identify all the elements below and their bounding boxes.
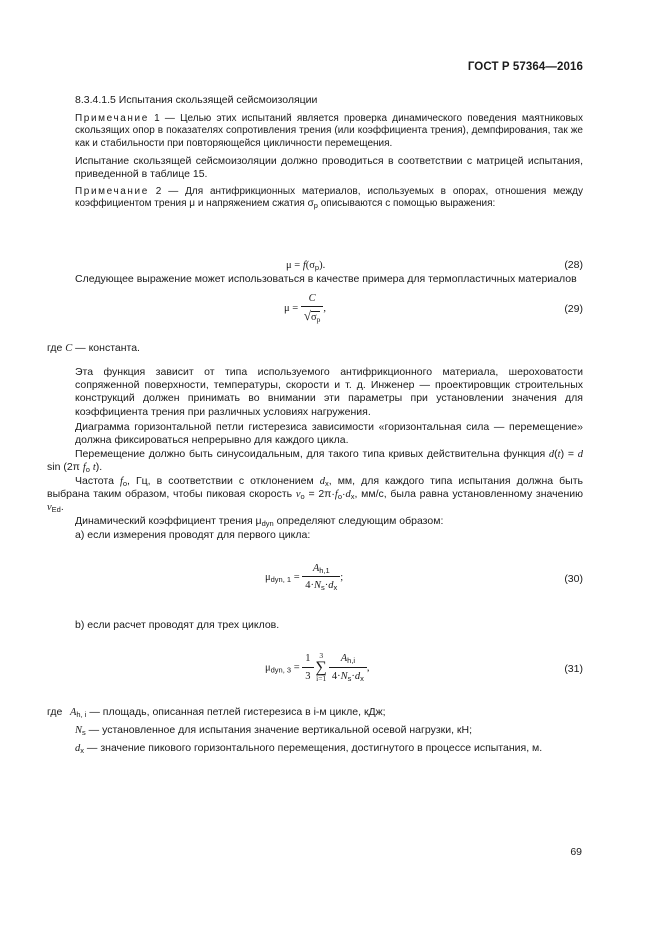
- formula-30: $\mu_{dyn, 1}$ = $\frac{A_{h,1}}{4\cdot N_s\cdot d_x}$ ;: [265, 563, 344, 593]
- section-title: 8.3.4.1.5 Испытания скользящей сейсмоизоляции: [75, 94, 318, 106]
- note-label: Примечание: [75, 186, 149, 197]
- note-label: Примечание: [75, 113, 149, 124]
- fraction: $\frac{C}{√\sigma_p}$: [301, 292, 324, 324]
- formula-29: μ = $\frac{C}{√\sigma_p}$ ,: [284, 293, 326, 325]
- where-row-displacement: $d_x$ — значение пикового горизонтального перемещения, достигнутого в процессе испытания, м.: [75, 742, 543, 755]
- where-constant: где C — константа.: [47, 342, 140, 354]
- paragraph-matrix: Испытание скользящей сейсмоизоляции должно проводиться в соответствии с матрицей испытания, приведенной в таблице 15.: [75, 155, 583, 181]
- formula-31: $\mu_{dyn, 3}$ = $\frac{1}{3}$ 3 ∑ i=1 $\frac{A_{h,i}}{4\cdot N_s\cdot d_x}$ ,: [265, 651, 370, 683]
- where-prefix: где: [47, 706, 63, 718]
- equation-number-30: (30): [564, 573, 583, 585]
- paragraph-example: Следующее выражение может использоваться в качестве примера для термопластичных материалов: [75, 273, 577, 285]
- note-text: 1 — Целью этих испытаний является проверка динамического поведения маятниковых скользящих опор в показателях сопротивления трения (или коэффициента трения), демпфирования, так же как и стабильности при повторяющейся цикличности перемещения.: [75, 113, 583, 149]
- paragraph-diagram: Диаграмма горизонтальной петли гистерезиса зависимости «горизонтальная сила — перемещение» должна фиксироваться непрерывно для каждого цикла.: [75, 421, 583, 447]
- paragraph-frequency: Частота $f_o$, Гц, в соответствии с отклонением $d_x$, мм, для каждого типа испытания должна быть выбрана таким образом, чтобы пиковая скорость $v_o = 2\pi\cdot f_o\cdot d_x$, мм/с, была равна установленному значению $v_{Ed}$.: [47, 475, 584, 515]
- equation-number-29: (29): [564, 303, 583, 315]
- note-2: Примечание 2 — Для антифрикционных материалов, используемых в опорах, отношения между коэффициентом трения μ и напряжением сжатия $\sigma_p$ описываются с помощью выражения:: [75, 186, 583, 211]
- where-row-area: $A_{h, i}$ — площадь, описанная петлей гистерезиса в i-м цикле, кДж;: [70, 706, 386, 719]
- standard-header: ГОСТ Р 57364—2016: [467, 61, 583, 73]
- sum-operator: 3 ∑ i=1: [315, 651, 327, 683]
- fraction: $\frac{1}{3}$: [302, 652, 313, 682]
- equation-number-28: (28): [564, 259, 583, 271]
- fraction: $\frac{A_{h,1}}{4\cdot N_s\cdot d_x}$: [302, 562, 340, 592]
- item-a: а) если измерения проводят для первого цикла:: [75, 529, 311, 541]
- equation-number-31: (31): [564, 663, 583, 675]
- paragraph-function: Эта функция зависит от типа используемого антифрикционного материала, шероховатости сопряженной поверхности, температуры, скорости и т. д. Инженер — проектировщик строительных конструкций должен принимать во внимании эти параметры при установлении значения для коэффициента трения при различных условиях нагружения.: [75, 366, 583, 418]
- paragraph-sinus: Перемещение должно быть синусоидальным, для такого типа кривых действительна функция d(t) = d sin (2π $f_o$ t).: [47, 448, 583, 475]
- note-1: [75, 113, 583, 150]
- fraction: $\frac{A_{h,i}}{4\cdot N_s\cdot d_x}$: [329, 652, 367, 682]
- page-number: 69: [570, 846, 582, 858]
- formula-28: $\mu = f(\sigma_p)$.: [286, 260, 326, 272]
- paragraph-dynamic: Динамический коэффициент трения $\mu_{dyn}$ определяют следующим образом:: [75, 515, 444, 528]
- where-row-load: $N_s$ — установленное для испытания значение вертикальной осевой нагрузки, кН;: [75, 724, 473, 737]
- item-b: b) если расчет проводят для трех циклов.: [75, 619, 280, 631]
